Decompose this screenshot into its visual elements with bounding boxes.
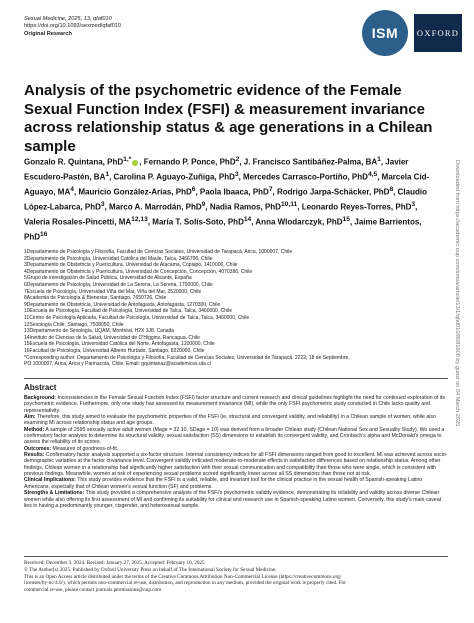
author-name[interactable]: , Claudio López-Labarca, PhD bbox=[24, 187, 427, 212]
abstract-section-strengths-limitations bbox=[24, 490, 448, 509]
abstract-section-results bbox=[24, 452, 448, 477]
affiliation: 1Departamento de Psicología y Filosofía, Facultad de Ciencias Sociales, Universidad de Tarapacá, Arica, 1000007, Chile bbox=[24, 249, 293, 255]
abstract-body bbox=[24, 395, 448, 509]
abstract-heading: Abstract bbox=[24, 383, 57, 392]
journal-citation: Sexual Medicine, 2025, 13, qfaf010 bbox=[24, 16, 112, 22]
section-label: Strengths & Limitations: bbox=[24, 490, 85, 497]
author-name[interactable]: , Anna Wlodarczyk, PhD bbox=[251, 217, 343, 227]
author-name[interactable]: , Jaime Barrientos, PhD bbox=[24, 217, 422, 242]
section-text: Therefore, this study aimed to evaluate the psychometric properties of the FSFI (ie, structural and convergent validity, and reliability) in a Chilean sample of women, while also examining MI across relationship status and age groups. bbox=[24, 414, 436, 427]
author-affiliation-mark: 4,5 bbox=[367, 171, 378, 179]
author-affiliation-mark: 12,13 bbox=[131, 216, 148, 224]
author-affiliation-mark: 9 bbox=[201, 201, 206, 209]
author-affiliation-mark: 6 bbox=[191, 186, 196, 194]
author-name[interactable]: , Leonardo Reyes-Torres, PhD bbox=[297, 202, 412, 212]
section-label: Method: bbox=[24, 426, 45, 433]
affiliation: 5Grupo de investigación de Salud Pública, Universidad de Alicante, España bbox=[24, 275, 192, 282]
affiliation: 15Escuela de Psicología, Universidad Católica del Norte, Antofagasta, 1200000, Chile bbox=[24, 341, 215, 348]
abstract-section-clinical-implications bbox=[24, 477, 448, 490]
corresponding-author: *Corresponding author: Departamento de Psicología y Filosofía, Facultad de Ciencias Sociales, Universidad de Tarapacá. 2222, 18 de Septiembre, bbox=[24, 354, 350, 361]
affiliation: 16Facultad de Psicología, Universidad Alberto Hurtado, Santiago, 8320000, Chile bbox=[24, 347, 205, 354]
author-affiliation-mark: 14 bbox=[243, 216, 252, 224]
author-name[interactable]: , Rodrigo Jarpa-Schäcker, PhD bbox=[272, 187, 390, 197]
section-divider bbox=[24, 378, 448, 379]
author-name[interactable]: , Paola Ibaaca, PhD bbox=[195, 187, 269, 197]
affiliation: 4Departamento de Obstetricia y Puericultura, Universidad de Concepción, Concepción, 4070386, Chile bbox=[24, 268, 253, 275]
affiliation: 10Escuela de Psicología, Facultad de Psicología, Universidad de Talca, Talca, 3460000, Chile bbox=[24, 308, 233, 315]
author-name[interactable]: , Javier Escudero-Pastén, BA bbox=[24, 157, 409, 182]
author-name[interactable]: , J. Francisco Santibáñez-Palma, BA bbox=[239, 157, 378, 167]
affiliation-list bbox=[24, 249, 442, 368]
affiliation: 13Departamento de Sexología, UQAM, Montréal, H2X 3J8, Canada bbox=[24, 328, 175, 335]
section-label: Aim: bbox=[24, 414, 36, 421]
author-name[interactable]: Gonzalo R. Quintana, PhD bbox=[24, 157, 124, 167]
section-text: Confirmatory factor analysis supported a six-factor structure. Internal consistency indices for all FSFI dimensions ranged from good to excellent. MI was achieved across socio-demographic variables at the factor covariance level. Convergent validity indicated moderate-to-moderate effects in satisfaction differences based on relationship status. Among other findings, Chilean women in a relationship had significantly higher satisfaction with their sexual communication and compatibility than those who were single, which is consistent with previous findings. Meanwhile, women at risk of experiencing sexual problems scored significantly lower across all SS dimensions than those not at risk. bbox=[24, 452, 448, 478]
affiliation: 14Instituto de Ciencias de la Salud, Universidad de O'Higgins, Rancagua, Chile bbox=[24, 334, 200, 341]
article-title: Analysis of the psychometric evidence of the Female Sexual Function Index (FSFI) & measurement invariance across relationship status & age generations in a Chilean sample bbox=[24, 82, 433, 155]
oxford-logo[interactable]: OXFORD bbox=[414, 14, 462, 52]
footer-divider bbox=[24, 556, 448, 557]
doi-link[interactable]: https://doi.org/10.1093/sexmed/qfaf010 bbox=[24, 23, 122, 30]
corresponding-author-address: PO 1000007, Arica, Arica y Parinacota, Chile. Email: gquintanaz@academicos.uta.cl bbox=[24, 361, 211, 368]
author-affiliation-mark: 10,11 bbox=[280, 201, 298, 209]
download-notice: Downloaded from https://academic.oup.com/smoa/article/13/1/qfaf010/8081608 by guest on 04 March 2025 bbox=[454, 160, 460, 427]
section-text: Inconsistencies in the Female Sexual Function Index (FSFI) factor structure and current research and clinical guidelines highlight the need for continued exploration of its psychometric evidence. Furthermore, only one study has assessed its measurement invariance (MI), while the only FSFI psychometric study conducted in Chile lacks quality and representativity. bbox=[24, 395, 445, 414]
author-affiliation-mark: 3 bbox=[100, 201, 105, 209]
section-text: Measures of goodness-of-fit. bbox=[51, 445, 119, 452]
affiliation: 9Departamento de Obstetricia, Universidad de Antofagasta, Antofagasta, 1270300, Chile bbox=[24, 301, 221, 308]
affiliation: 7Escuela de Psicología, Universidad Viña del Mar, Viña del Mar, 2520000, Chile bbox=[24, 288, 202, 295]
author-name[interactable]: , María T. Solís-Soto, PhD bbox=[147, 217, 244, 227]
license-text-line: commercial re-use, please contact journals.permissions@oup.com bbox=[24, 587, 162, 594]
author-affiliation-mark: 3 bbox=[411, 201, 416, 209]
author-affiliation-mark: 1,* bbox=[123, 156, 132, 163]
license-text-line: licenses/by-nc/4.0/), which permits non-commercial re-use, distribution, and reproduction in any medium, provided the original work is properly cited. For bbox=[24, 580, 346, 587]
download-watermark bbox=[452, 160, 460, 560]
section-label: Background: bbox=[24, 395, 56, 401]
affiliation: 2Departamento de Psicología, Universidad Católica del Maule, Talca, 3466706, Chile bbox=[24, 255, 213, 262]
journal-header bbox=[24, 16, 121, 38]
ism-logo[interactable]: ISM bbox=[362, 10, 408, 56]
section-text: This study provided a comprehensive analysis of the FSFI's psychometric validity evidence, demonstrating its reliability and validity across diverse Chilean women while also offering its first assessment of MI and confirming its suitability for clinical and research use in Spanish-speaking Latino women. Conversely, this study's main caveat lies in having a predominantly younger, cisgender, and heterosexual sample. bbox=[24, 490, 442, 509]
author-affiliation-mark: 8 bbox=[389, 186, 394, 194]
publisher-logos bbox=[362, 10, 462, 56]
author-name[interactable]: , Valeria Rosales-Pincetti, MA bbox=[24, 202, 418, 227]
author-affiliation-mark: 1 bbox=[105, 171, 110, 179]
author-affiliation-mark: 3 bbox=[234, 171, 239, 179]
affiliation: 11Centro de Psicología Aplicada, Facultad de Psicología, Universidad de Talca, Talca, 3460000, Chile bbox=[24, 314, 250, 321]
author-name[interactable]: , Carolina P. Aguayo-Zuñiga, PhD bbox=[109, 172, 235, 182]
section-label: Outcomes: bbox=[24, 445, 52, 452]
article-type: Original Research bbox=[24, 30, 72, 37]
author-name[interactable]: , Marcela Cid-Aguayo, MA bbox=[24, 172, 430, 197]
author-affiliation-mark: 4 bbox=[70, 186, 74, 194]
author-name[interactable]: , Mercedes Carrasco-Portiño, PhD bbox=[238, 172, 368, 182]
author-name[interactable]: , Mauricio González-Arias, PhD bbox=[73, 187, 192, 197]
section-text: This study provides evidence that the FSFI is a valid, reliable, and invariant tool for the clinical practice in the sexual health of Spanish-speaking Latino Americans, especially that of Chilean women's sexual function (SF) and problems. bbox=[24, 477, 423, 490]
author-affiliation-mark: 1 bbox=[377, 156, 381, 163]
article-dates: Received: December 3, 2024. Revised: January 27, 2025. Accepted: February 10, 2025 bbox=[24, 560, 205, 566]
author-name[interactable]: , Fernando P. Ponce, PhD bbox=[139, 157, 236, 167]
affiliation: 12Sexología Chile, Santiago, 7508050, Chile bbox=[24, 321, 124, 328]
author-name[interactable]: , Nadia Ramos, PhD bbox=[205, 202, 281, 212]
affiliation: 8Academia de Psicología & Bienestar, Santiago, 7650726, Chile bbox=[24, 295, 167, 302]
section-label: Results: bbox=[24, 452, 45, 459]
abstract-section-background bbox=[24, 395, 448, 414]
author-affiliation-mark: 2 bbox=[235, 156, 240, 163]
article-footer bbox=[24, 560, 448, 594]
section-label: Clinical Implications: bbox=[24, 477, 76, 484]
affiliation: 3Departamento de Obstetricia y Puericultura, Universidad de Atacama, Copiapó, 1410000, Chile bbox=[24, 262, 238, 269]
author-affiliation-mark: 7 bbox=[268, 186, 273, 194]
author-affiliation-mark: 15 bbox=[342, 216, 350, 224]
author-affiliation-mark: 16 bbox=[40, 231, 48, 239]
copyright-notice: © The Author(s) 2025. Published by Oxford University Press on behalf of The International Society for Sexual Medicine. bbox=[24, 566, 277, 573]
affiliation: 6Departamento de Psicología, Universidad de La Serena, La Serena, 1700000, Chile bbox=[24, 281, 213, 288]
abstract-section-method bbox=[24, 427, 448, 446]
section-text: A sample of 2595 sexually active adult women (Mage = 32.10, SDage = 10) was derived from a broader Chilean study (Chilean National Sex and Sexuality Study). We used a confirmatory factor analysis to determine its structural validity, sexual satisfaction (SS) dimensions to establish its convergent validity, and Cronbach's alpha and McDonald's omega to assess the reliability of its scores. bbox=[24, 426, 445, 446]
orcid-icon[interactable] bbox=[132, 160, 138, 166]
abstract-section-aim bbox=[24, 414, 448, 427]
license-text-line: This is an Open Access article distributed under the terms of the Creative Commons Attribution Non-Commercial License (https://creativecommons.org/ bbox=[24, 573, 342, 580]
author-list bbox=[24, 154, 442, 244]
author-name[interactable]: , Marco A. Marrodán, PhD bbox=[104, 202, 202, 212]
